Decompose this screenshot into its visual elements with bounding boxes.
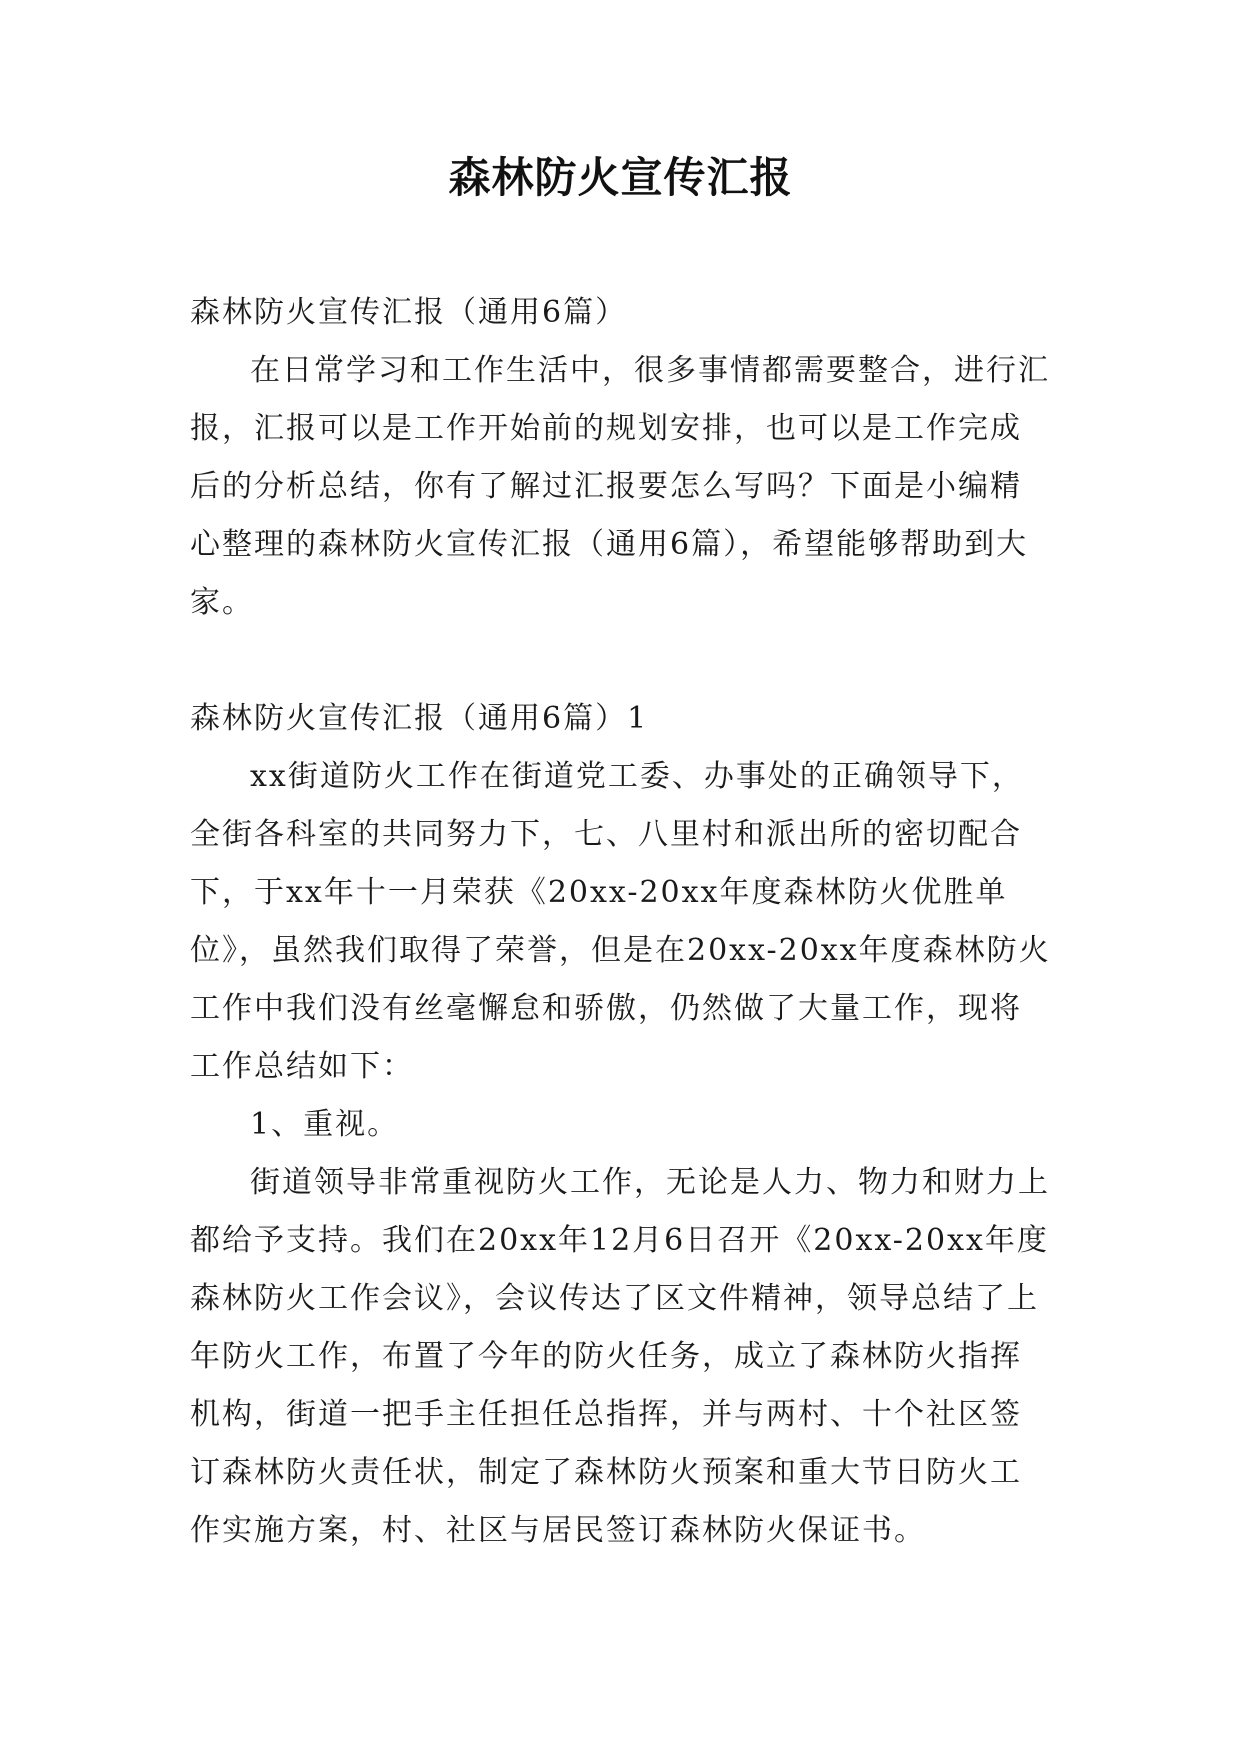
intro-heading: 森林防火宣传汇报（通用6篇） <box>190 295 628 330</box>
document-title: 森林防火宣传汇报 <box>448 153 793 202</box>
item1-heading: 1、重视。 <box>250 1107 400 1142</box>
intro-paragraph: 在日常学习和工作生活中，很多事情都需要整合，进行汇报，汇报可以是工作开始前的规划安排，也可以是工作完成后的分析总结，你有了解过汇报要怎么写吗？下面是小编精心整理的森林防火宣传汇报（通用6篇），希望能够帮助到大家。 <box>190 353 1050 620</box>
item1-paragraph: 街道领导非常重视防火工作，无论是人力、物力和财力上都给予支持。我们在20xx年12月6日召开《20xx-20xx年度森林防火工作会议》，会议传达了区文件精神，领导总结了上年防火工作，布置了今年的防火任务，成立了森林防火指挥机构，街道一把手主任担任总指挥，并与两村、十个社区签订森林防火责任状，制定了森林防火预案和重大节日防火工作实施方案，村、社区与居民签订森林防火保证书。 <box>190 1165 1050 1548</box>
section1-paragraph: xx街道防火工作在街道党工委、办事处的正确领导下，全街各科室的共同努力下，七、八里村和派出所的密切配合下，于xx年十一月荣获《20xx-20xx年度森林防火优胜单位》，虽然我们取得了荣誉，但是在20xx-20xx年度森林防火工作中我们没有丝毫懈怠和骄傲，仍然做了大量工作，现将工作总结如下： <box>190 759 1051 1084</box>
document-body <box>190 284 1052 1560</box>
section1-heading: 森林防火宣传汇报（通用6篇）1 <box>190 701 649 736</box>
section-spacer <box>190 632 1052 690</box>
